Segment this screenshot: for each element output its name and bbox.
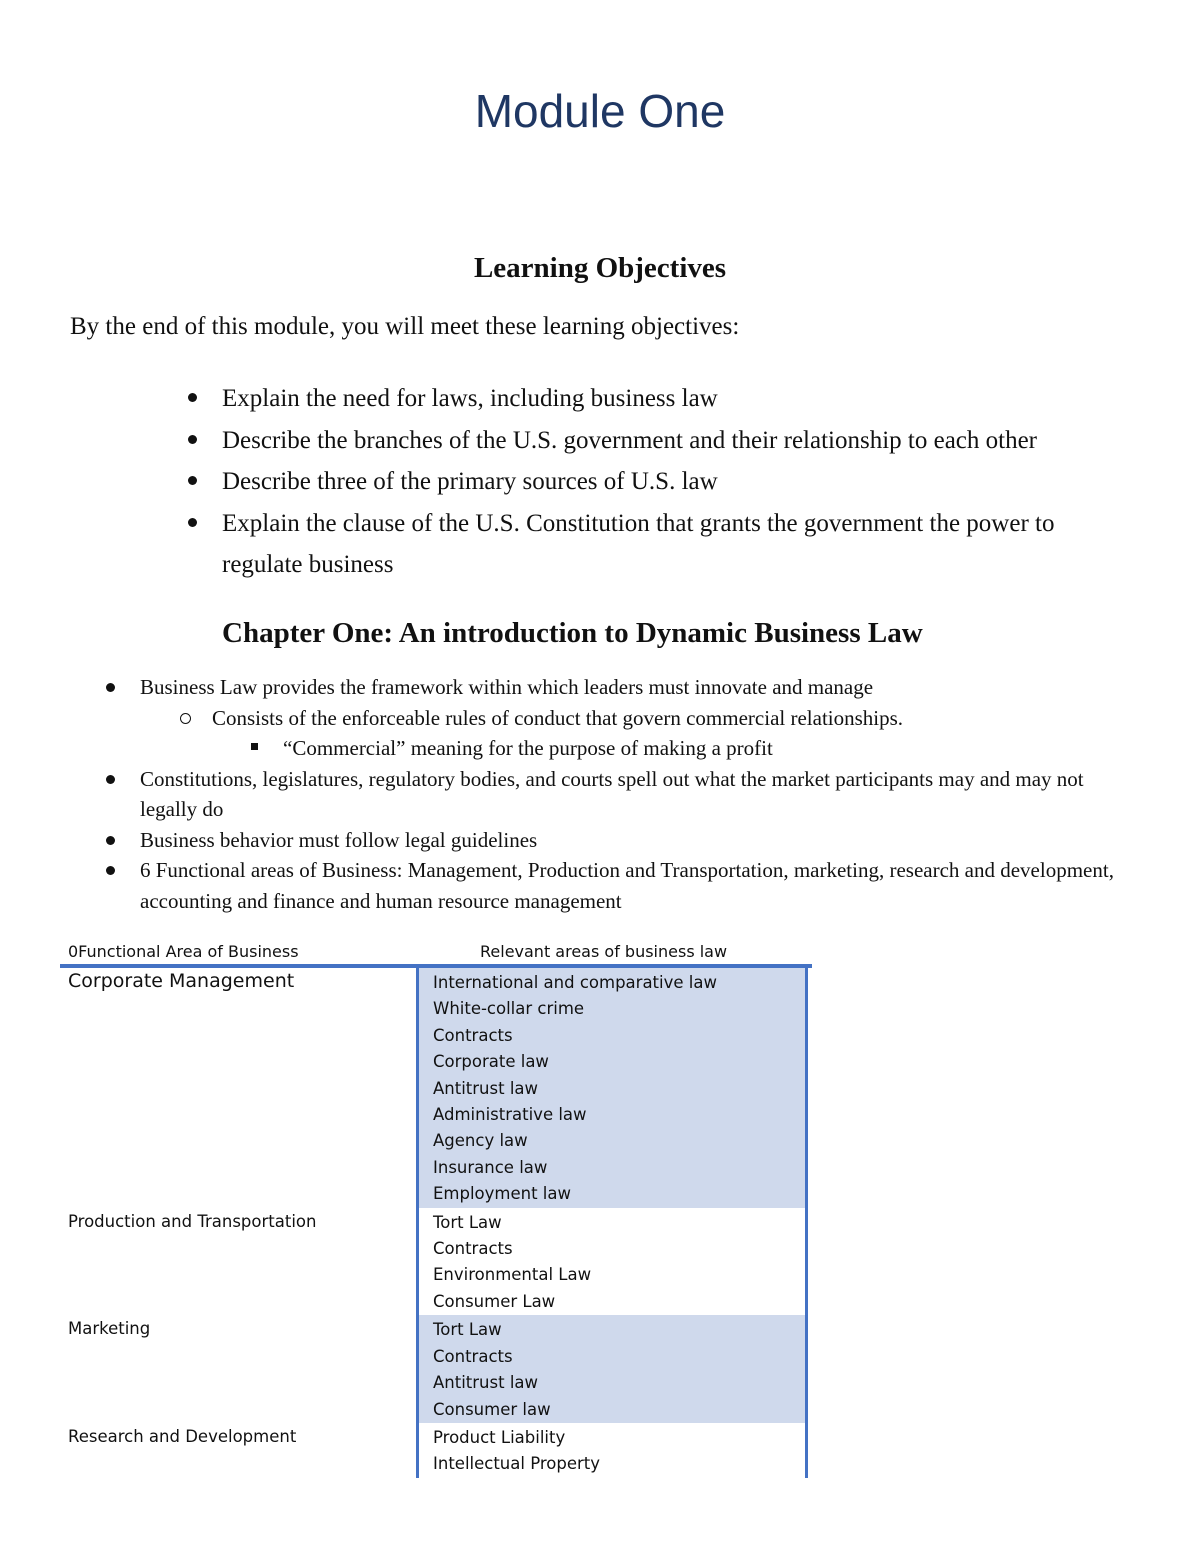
list-item xyxy=(140,764,1130,825)
bullet-icon xyxy=(188,476,197,485)
law-area-item: Corporate law xyxy=(433,1052,549,1072)
list-item xyxy=(140,672,1130,703)
law-areas-cell xyxy=(416,1208,808,1316)
list-item xyxy=(140,703,1130,734)
law-areas-cell xyxy=(416,1423,808,1478)
square-bullet-icon xyxy=(251,743,258,750)
law-area-item: Contracts xyxy=(433,1239,513,1259)
table-row xyxy=(60,1423,812,1478)
law-area-item: Antitrust law xyxy=(433,1078,539,1098)
objective-text: Describe three of the primary sources of U.S. law xyxy=(222,468,718,495)
table-header xyxy=(60,940,812,968)
note-text: Business behavior must follow legal guidelines xyxy=(140,827,538,852)
law-areas-cell xyxy=(416,1315,808,1423)
law-area-item: Tort Law xyxy=(433,1212,502,1232)
law-area-item: Agency law xyxy=(433,1131,528,1151)
objective-text: Explain the clause of the U.S. Constitution that grants the government the power to regulate business xyxy=(222,509,1055,578)
law-area-item: White-collar crime xyxy=(433,999,585,1019)
law-area-item: Employment law xyxy=(433,1184,572,1204)
list-item xyxy=(140,855,1130,916)
note-text: “Commercial” meaning for the purpose of making a profit xyxy=(283,736,773,760)
list-item xyxy=(222,503,1122,586)
bullet-icon xyxy=(106,775,115,784)
law-area-item: Insurance law xyxy=(433,1157,548,1177)
column-header-area: 0Functional Area of Business xyxy=(68,942,299,961)
learning-objectives-intro: By the end of this module, you will meet these learning objectives: xyxy=(70,313,740,340)
chapter-heading: Chapter One: An introduction to Dynamic Business Law xyxy=(222,617,923,649)
note-text: Constitutions, legislatures, regulatory bodies, and courts spell out what the market participants may and may not legally do xyxy=(140,766,1084,821)
note-text: 6 Functional areas of Business: Management, Production and Transportation, marketing, research and development, accounting and finance and human resource management xyxy=(140,858,1114,913)
law-area-item: Intellectual Property xyxy=(433,1454,601,1474)
law-areas-cell xyxy=(416,968,808,1208)
law-area-item: Consumer Law xyxy=(433,1291,556,1311)
law-area-item: Tort Law xyxy=(433,1320,502,1340)
functional-area-cell: Corporate Management xyxy=(68,970,295,992)
bullet-icon xyxy=(188,435,197,444)
table-row xyxy=(60,1208,812,1316)
functional-area-cell: Research and Development xyxy=(68,1426,297,1446)
page-title: Module One xyxy=(474,85,726,137)
objective-text: Describe the branches of the U.S. government and their relationship to each other xyxy=(222,426,1038,454)
law-area-item: Contracts xyxy=(433,1346,513,1366)
table-row xyxy=(60,1315,812,1423)
list-item xyxy=(140,825,1130,856)
bullet-icon xyxy=(106,866,115,875)
bullet-icon xyxy=(106,683,115,692)
bullet-icon xyxy=(188,518,197,527)
learning-objectives-list xyxy=(222,378,1122,586)
law-area-item: Environmental Law xyxy=(433,1265,592,1285)
bullet-icon xyxy=(188,393,197,402)
functional-area-cell: Marketing xyxy=(68,1319,151,1339)
note-text: Consists of the enforceable rules of conduct that govern commercial relationships. xyxy=(212,705,904,730)
law-area-item: Contracts xyxy=(433,1025,513,1045)
law-area-item: International and comparative law xyxy=(433,973,717,992)
list-item xyxy=(222,420,1122,462)
law-area-item: Administrative law xyxy=(433,1105,587,1125)
functional-area-cell: Production and Transportation xyxy=(68,1211,317,1231)
objective-text: Explain the need for laws, including business law xyxy=(222,385,718,412)
business-law-table xyxy=(60,940,812,1478)
table-row xyxy=(60,968,812,1208)
list-item xyxy=(222,378,1122,420)
list-item xyxy=(222,461,1122,503)
law-area-item: Antitrust law xyxy=(433,1373,539,1393)
hollow-bullet-icon xyxy=(180,713,191,724)
note-text: Business Law provides the framework within which leaders must innovate and manage xyxy=(140,675,874,699)
chapter-notes-list xyxy=(140,672,1130,916)
bullet-icon xyxy=(106,836,115,845)
law-area-item: Consumer law xyxy=(433,1399,551,1419)
table-body xyxy=(60,968,812,1478)
column-header-laws: Relevant areas of business law xyxy=(480,942,728,961)
list-item xyxy=(140,733,1130,764)
law-area-item: Product Liability xyxy=(433,1427,566,1447)
learning-objectives-heading: Learning Objectives xyxy=(473,252,727,284)
